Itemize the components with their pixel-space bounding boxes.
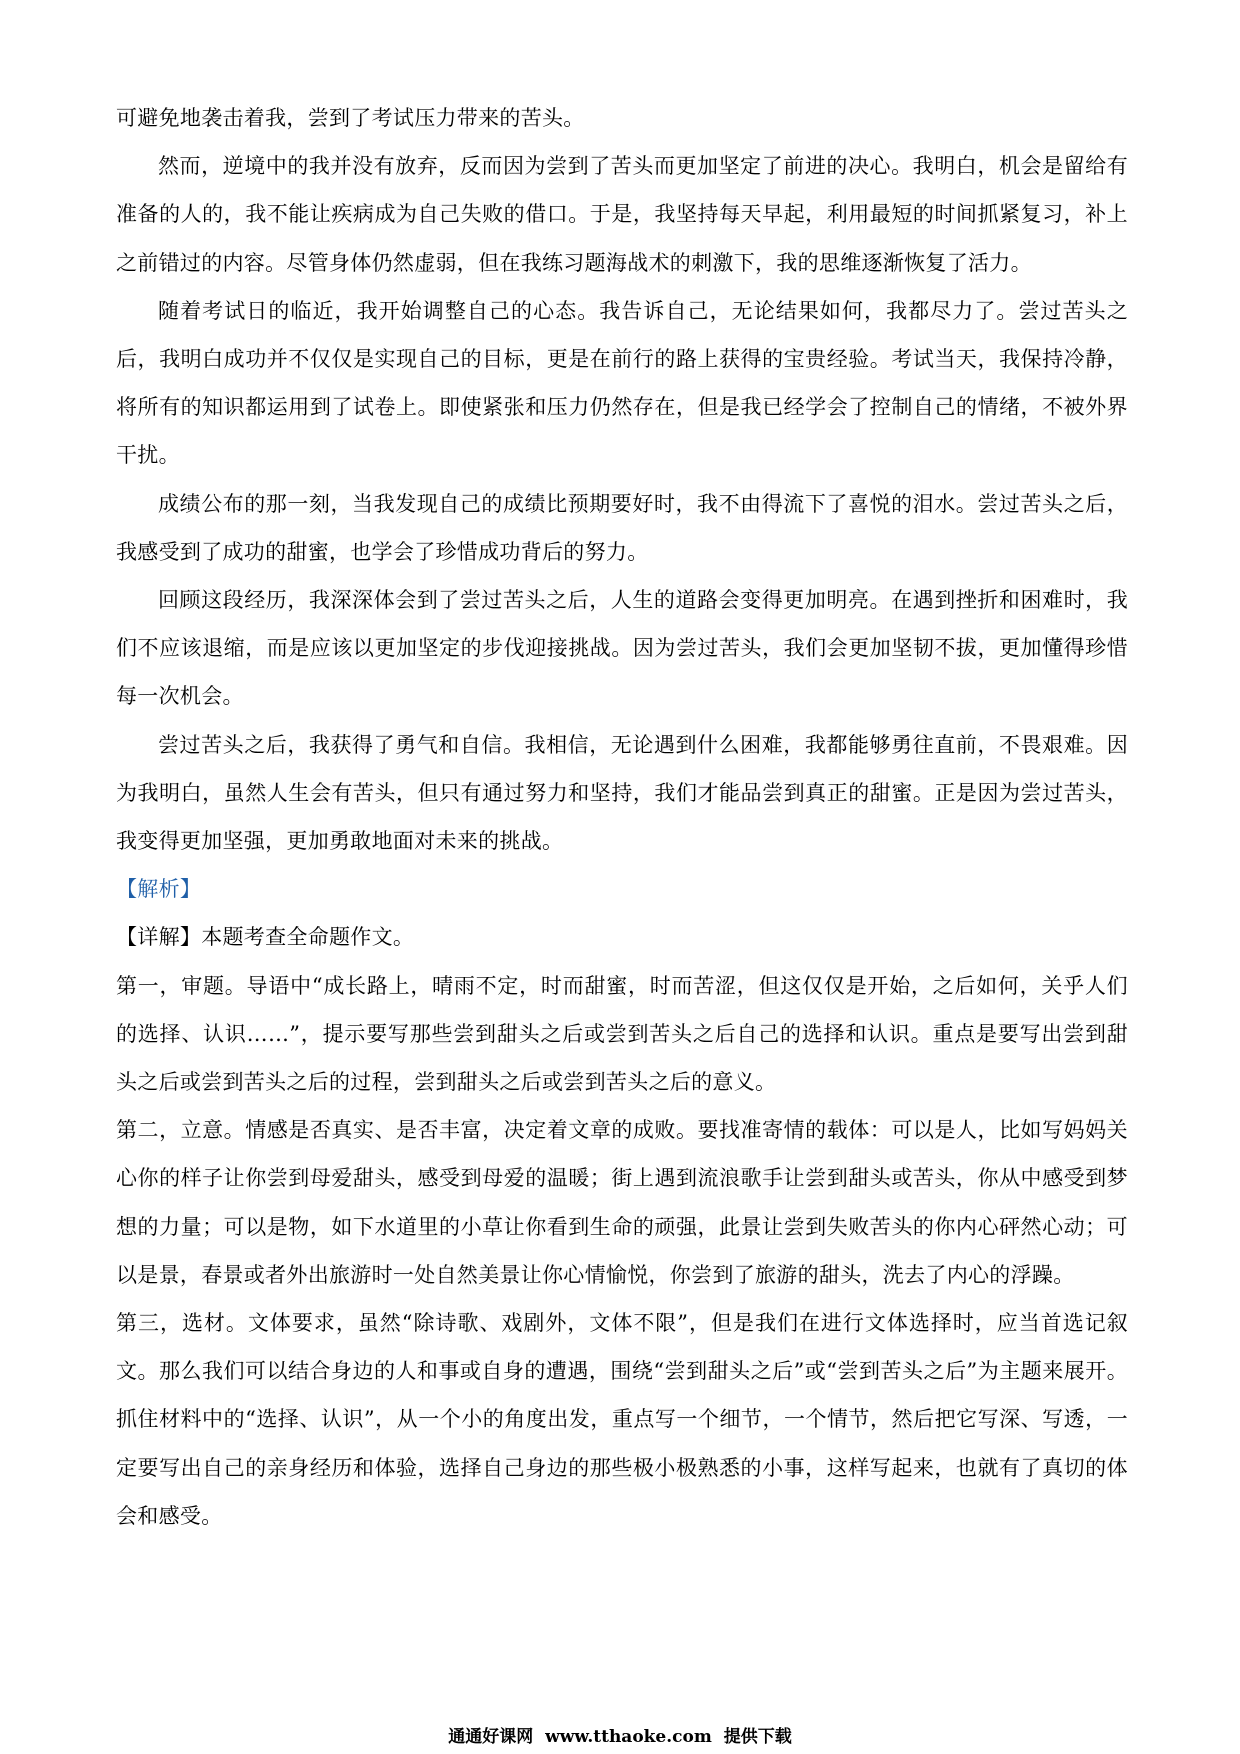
footer-site-name: 通通好课网 bbox=[448, 1727, 534, 1747]
footer-url-link[interactable]: www.tthaoke.com bbox=[545, 1727, 712, 1747]
analysis-point-3: 第三，选材。文体要求，虽然“除诗歌、戏剧外，文体不限”，但是我们在进行文体选择时，应当首选记叙文。那么我们可以结合身边的人和事或自身的遭遇，围绕“尝到甜头之后”或“尝到苦头之后”为主题来展开。抓住材料中的“选择、认识”，从一个小的角度出发，重点写一个细节，一个情节，然后把它写深、写透，一定要写出自己的亲身经历和体验，选择自己身边的那些极小极熟悉的小事，这样写起来，也就有了真切的体会和感受。 bbox=[116, 1311, 1128, 1528]
analysis-heading: 【解析】 bbox=[116, 877, 202, 902]
essay-paragraph-3: 随着考试日的临近，我开始调整自己的心态。我告诉自己，无论结果如何，我都尽力了。尝过苦头之后，我明白成功并不仅仅是实现自己的目标，更是在前行的路上获得的宝贵经验。考试当天，我保持冷静，将所有的知识都运用到了试卷上。即使紧张和压力仍然存在，但是我已经学会了控制自己的情绪，不被外界干扰。 bbox=[116, 298, 1128, 468]
essay-paragraph-1: 可避免地袭击着我，尝到了考试压力带来的苦头。 bbox=[116, 106, 585, 130]
footer-suffix: 提供下载 bbox=[723, 1727, 792, 1747]
essay-paragraph-2: 然而，逆境中的我并没有放弃，反而因为尝到了苦头而更加坚定了前进的决心。我明白，机会是留给有准备的人的，我不能让疾病成为自己失败的借口。于是，我坚持每天早起，利用最短的时间抓紧复习，补上之前错过的内容。尽管身体仍然虚弱，但在我练习题海战术的刺激下，我的思维逐渐恢复了活力。 bbox=[116, 154, 1128, 275]
essay-paragraph-5: 回顾这段经历，我深深体会到了尝过苦头之后，人生的道路会变得更加明亮。在遇到挫折和困难时，我们不应该退缩，而是应该以更加坚定的步伐迎接挑战。因为尝过苦头，我们会更加坚韧不拔，更加懂得珍惜每一次机会。 bbox=[116, 588, 1128, 709]
essay-paragraph-4: 成绩公布的那一刻，当我发现自己的成绩比预期要好时，我不由得流下了喜悦的泪水。尝过苦头之后，我感受到了成功的甜蜜，也学会了珍惜成功背后的努力。 bbox=[116, 491, 1128, 564]
document-body bbox=[116, 94, 1128, 1540]
page-footer bbox=[0, 1727, 1240, 1747]
analysis-detail: 【详解】本题考查全命题作文。 bbox=[116, 925, 415, 950]
essay-paragraph-6: 尝过苦头之后，我获得了勇气和自信。我相信，无论遇到什么困难，我都能够勇往直前，不畏艰难。因为我明白，虽然人生会有苦头，但只有通过努力和坚持，我们才能品尝到真正的甜蜜。正是因为尝过苦头，我变得更加坚强，更加勇敢地面对未来的挑战。 bbox=[116, 732, 1128, 854]
analysis-point-2: 第二，立意。情感是否真实、是否丰富，决定着文章的成败。要找准寄情的载体：可以是人，比如写妈妈关心你的样子让你尝到母爱甜头，感受到母爱的温暖；街上遇到流浪歌手让尝到甜头或苦头，你从中感受到梦想的力量；可以是物，如下水道里的小草让你看到生命的顽强，此景让尝到失败苦头的你内心砰然心动；可以是景，春景或者外出旅游时一处自然美景让你心情愉悦，你尝到了旅游的甜头，洗去了内心的浮躁。 bbox=[116, 1118, 1128, 1287]
analysis-point-1: 第一，审题。导语中“成长路上，晴雨不定，时而甜蜜，时而苦涩，但这仅仅是开始，之后如何，关乎人们的选择、认识……”，提示要写那些尝到甜头之后或尝到苦头之后自己的选择和认识。重点是要写出尝到甜头之后或尝到苦头之后的过程，尝到甜头之后或尝到苦头之后的意义。 bbox=[116, 973, 1128, 1095]
